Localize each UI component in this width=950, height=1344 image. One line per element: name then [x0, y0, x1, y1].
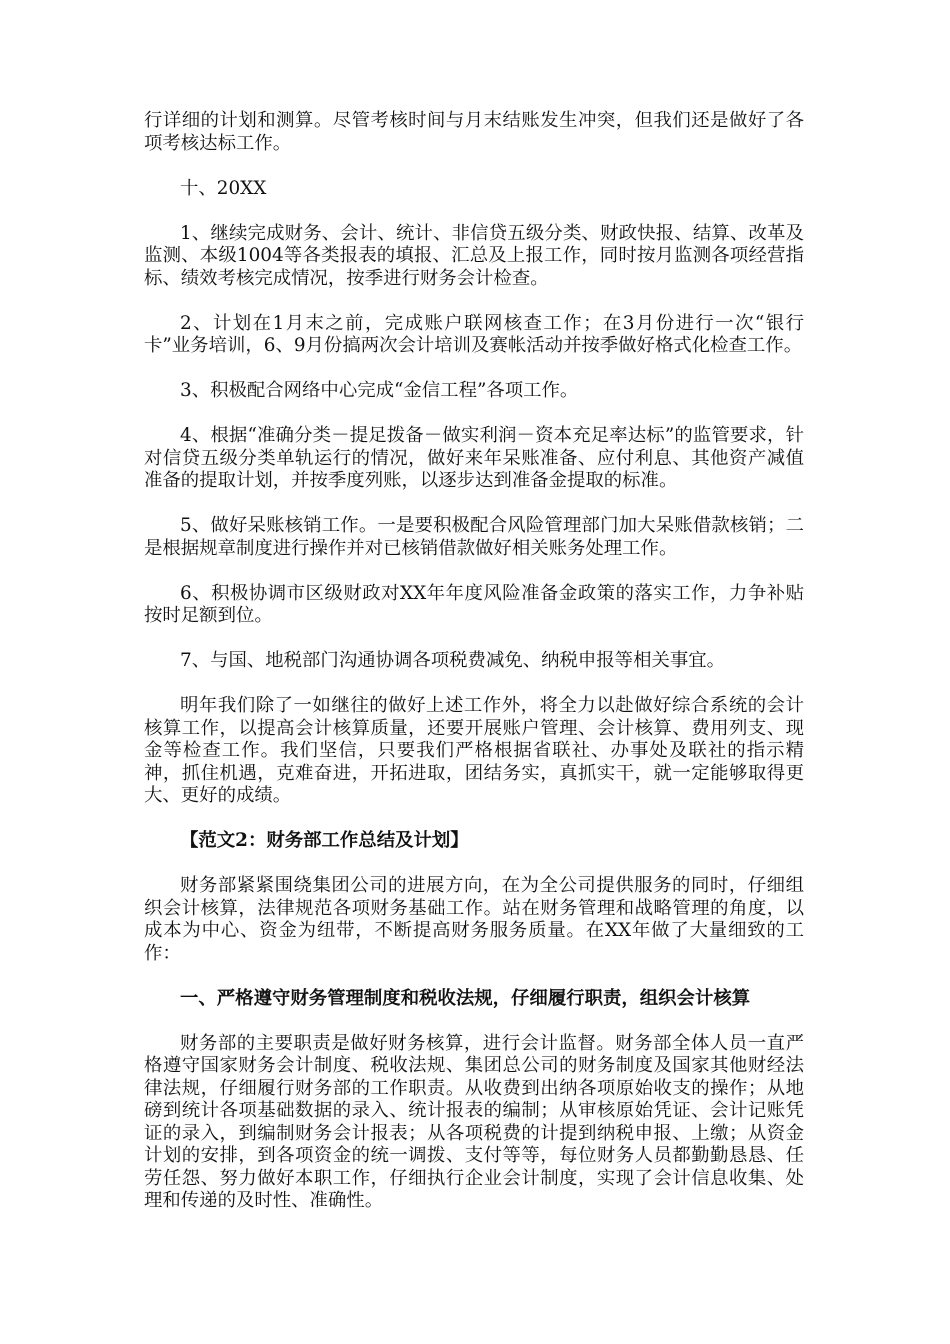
document-page [144, 110, 804, 1235]
plan-item-2: 2、计划在1月末之前，完成账户联网核查工作；在3月份进行一次“银行卡”业务培训，6、9月份搞两次会计培训及赛帐活动并按季做好格式化检查工作。 [144, 312, 804, 356]
intro-paragraph: 财务部紧紧围绕集团公司的进展方向，在为全公司提供服务的同时，仔细组织会计核算，法律规范各项财务基础工作。站在财务管理和战略管理的角度，以成本为中心、资金为纽带，不断提高财务服务质量。在XX年做了大量细致的工作： [144, 875, 804, 964]
plan-item-7: 7、与国、地税部门沟通协调各项税费减免、纳税申报等相关事宜。 [180, 650, 726, 671]
paragraph-continuation: 行详细的计划和测算。尽管考核时间与月末结账发生冲突，但我们还是做好了各项考核达标工作。 [144, 110, 804, 154]
plan-item-1: 1、继续完成财务、会计、统计、非信贷五级分类、财政快报、结算、改革及监测、本级1004等各类报表的填报、汇总及上报工作，同时按月监测各项经营指标、绩效考核完成情况，按季进行财务会计检查。 [144, 222, 804, 289]
section-heading-one: 一、严格遵守财务管理制度和税收法规，仔细履行职责，组织会计核算 [180, 987, 751, 1009]
body-paragraph: 财务部的主要职责是做好财务核算，进行会计监督。财务部全体人员一直严格遵守国家财务会计制度、税收法规、集团总公司的财务制度及国家其他财经法律法规，仔细履行财务部的工作职责。从收费到出纳各项原始收支的操作；从地磅到统计各项基础数据的录入、统计报表的编制；从审核原始凭证、会计记账凭证的录入，到编制财务会计报表；从各项税费的计提到纳税申报、上缴；从资金计划的安排，到各项资金的统一调拨、支付等等，每位财务人员都勤勤恳恳、任劳任怨、努力做好本职工作，仔细执行企业会计制度，实现了会计信息收集、处理和传递的及时性、准确性。 [144, 1032, 804, 1211]
plan-item-5: 5、做好呆账核销工作。一是要积极配合风险管理部门加大呆账借款核销；二是根据规章制度进行操作并对已核销借款做好相关账务处理工作。 [144, 515, 804, 559]
sample-essay-title: 【范文2：财务部工作总结及计划】 [180, 830, 469, 851]
plan-item-4: 4、根据“准确分类－提足拨备－做实利润－资本充足率达标”的监管要求，针对信贷五级分类单轨运行的情况，做好来年呆账准备、应付利息、其他资产减值准备的提取计划，并按季度列账，以逐步达到准备金提取的标准。 [144, 425, 804, 491]
plan-item-3: 3、积极配合网络中心完成“金信工程”各项工作。 [180, 380, 579, 401]
plan-item-6: 6、积极协调市区级财政对XX年年度风险准备金政策的落实工作，力争补贴按时足额到位。 [144, 582, 804, 626]
closing-paragraph: 明年我们除了一如继往的做好上述工作外，将全力以赴做好综合系统的会计核算工作，以提高会计核算质量，还要开展账户管理、会计核算、费用列支、现金等检查工作。我们坚信，只要我们严格根据省联社、办事处及联社的指示精神，抓住机遇，克难奋进，开拓进取，团结务实，真抓实干，就一定能够取得更大、更好的成绩。 [144, 695, 804, 806]
section-heading-ten: 十、20XX [180, 177, 267, 199]
